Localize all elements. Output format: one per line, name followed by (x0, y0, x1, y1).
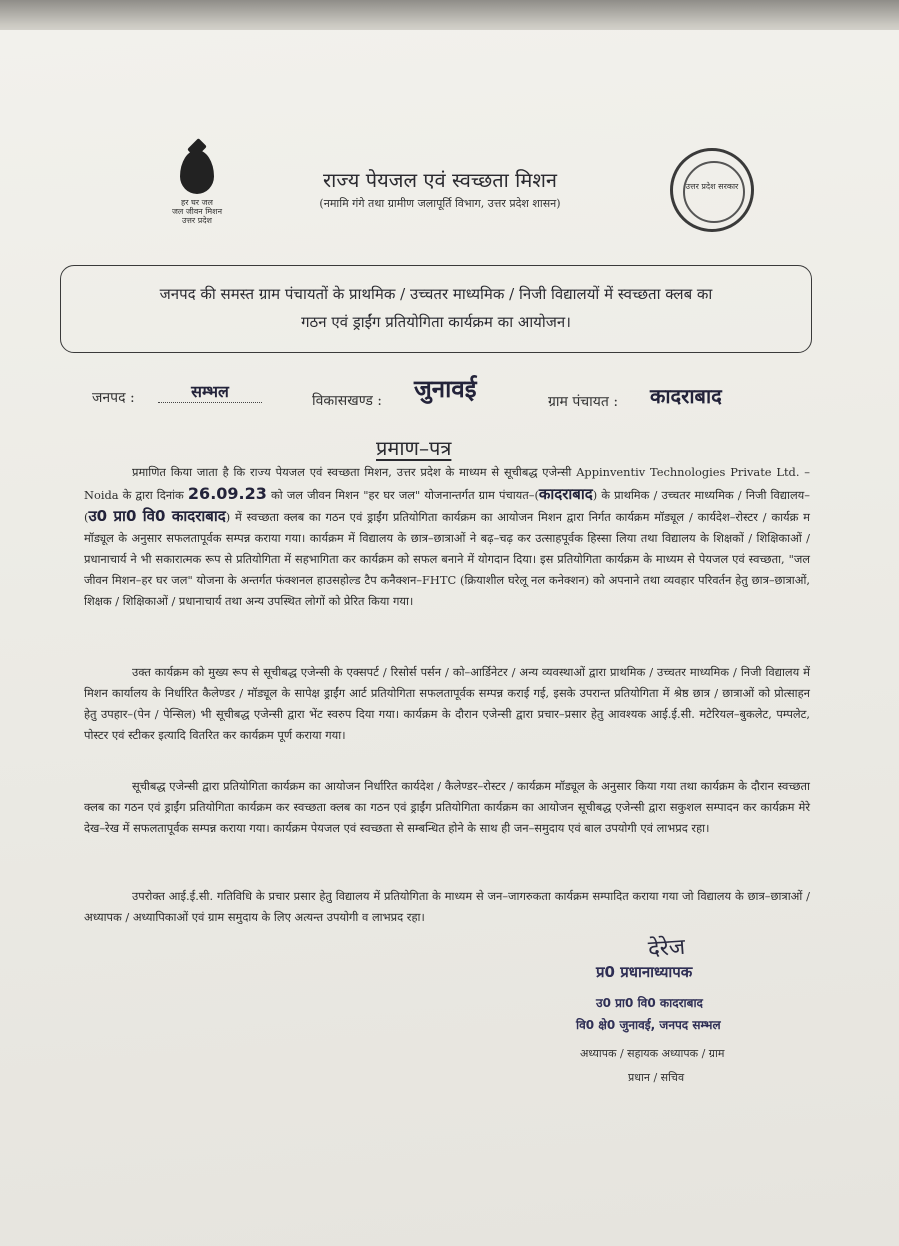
district-label: जनपद : (92, 390, 135, 406)
banner-line-2: गठन एवं ड्राईंग प्रतियोगिता कार्यक्रम का आयोजन। (301, 313, 571, 331)
subject-banner (60, 265, 812, 353)
water-drop-icon (180, 150, 214, 194)
para1-intro: प्रमाणित किया जाता है कि राज्य पेयजल एवं स्वच्छता मिशन, उत्तर प्रदेश के माध्यम से सूचीबद्ध एजेन्सी Appinventiv Technologies Private Ltd. – Noida के द्वारा दिनांक (84, 465, 810, 502)
stamp-school: उ0 प्रा0 वि0 कादराबाद (596, 996, 703, 1010)
certificate-paragraph-2: उक्त कार्यक्रम को मुख्य रूप से सूचीबद्ध एजेन्सी के एक्सपर्ट / रिसोर्स पर्सन / को–आर्डिनेटर / अन्य व्यवस्थाओं द्वारा प्राथमिक / उच्चतर माध्यमिक / निजी विद्यालय में मिशन कार्यालय के निर्धारित कैलेण्डर / मॉड्यूल के सापेक्ष ड्राईंग आर्ट प्रतियोगिता सफलतापूर्वक सम्पन्न कराई गई, इसके उपरान्त प्रतियोगिता में श्रेष्ठ छात्र / छात्राओं को प्रोत्साहन हेतु उपहार–(पेन / पेन्सिल) भी सूचीबद्ध एजेन्सी द्वारा भेंट स्वरुप दिया गया। कार्यक्रम के दौरान एजेन्सी द्वारा प्रचार–प्रसार हेतु आवश्यक आई.ई.सी. मटेरियल–बुकलेट, पम्पलेट, पोस्टर एवं स्टीकर इत्यादि वितरित कर कार्यक्रम पूर्ण कराया गया। (84, 665, 810, 742)
panchayat-label: ग्राम पंचायत : (548, 394, 619, 410)
gram-panchayat-name: कादराबाद (538, 485, 593, 503)
program-date: 26.09.23 (187, 484, 267, 503)
panchayat-value: कादराबाद (650, 384, 722, 408)
seal-text: उत्तर प्रदेश सरकार (685, 182, 739, 191)
handwritten-signature: देरेज (647, 934, 686, 963)
certificate-paragraph-4: उपरोक्त आई.ई.सी. गतिविधि के प्रचार प्रसार हेतु विद्यालय में प्रतियोगिता के माध्यम से जन–जागरुकता कार्यक्रम सम्पादित कराया गया जो विद्यालय के छात्र–छात्राओं / अध्यापक / अध्यापिकाओं एवं ग्राम समुदाय के लिए अत्यन्त उपयोगी व लाभप्रद रहा। (84, 889, 810, 924)
signatory-designation: अध्यापक / सहायक अध्यापक / ग्राम (580, 1047, 725, 1060)
stamp-location: वि0 क्षे0 जुनावई, जनपद सम्भल (576, 1018, 721, 1032)
signatory-designation-2: प्रधान / सचिव (628, 1071, 685, 1084)
certificate-paragraph-1 (84, 462, 810, 612)
stamp-designation: प्र0 प्रधानाध्यापक (596, 963, 693, 981)
certificate-title: प्रमाण–पत्र (376, 436, 452, 460)
page-subtitle: (नमामि गंगे तथा ग्रामीण जलापूर्ति विभाग, उत्तर प्रदेश शासन) (319, 197, 561, 210)
para1-scheme: को जल जीवन मिशन "हर घर जल" योजनान्तर्गत ग्राम पंचायत–( (271, 488, 539, 502)
certificate-paragraph-3: सूचीबद्ध एजेन्सी द्वारा प्रतियोगिता कार्यक्रम का आयोजन निर्धारित कार्यदेश / कैलेण्डर–रोस्टर / कार्यक्रम मॉड्यूल के अनुसार किया गया तथा कार्यक्रम के दौरान स्वच्छता क्लब का गठन एवं ड्राईंग प्रतियोगिता कार्यक्रम कर स्वच्छता क्लब का गठन एवं ड्राईंग प्रतियोगिता कार्यक्रम का आयोजन सूचीबद्ध एजेन्सी द्वारा सकुशल सम्पादन कर कार्यक्रम मेरे देख–रेख में सफलतापूर्वक सम्पन्न कराया गया। कार्यक्रम पेयजल एवं स्वच्छता से सम्बन्धित होने के साथ ही जन–समुदाय एवं बाल उपयोगी एवं लाभप्रद रहा। (84, 779, 810, 835)
banner-line-1: जनपद की समस्त ग्राम पंचायतों के प्राथमिक / उच्चतर माध्यमिक / निजी विद्यालयों में स्वच्छता क्लब का (159, 285, 713, 303)
para1-body: ) में स्वच्छता क्लब का गठन एवं ड्राईंग प्रतियोगिता कार्यक्रम का आयोजन मिशन द्वारा निर्गत कार्यक्रम मॉड्यूल / कार्यदेश–रोस्टर / कार्यक्र म मॉड्यूल के अनुसार सफलतापूर्वक सम्पन्न कराया गया। कार्यक्रम में विद्यालय के छात्र–छात्राओं ने बढ़–चढ़ कर उत्साहपूर्वक हिस्सा लिया तथा विद्यालय के शिक्षकों / शिक्षिकाओं / प्रधानाचार्य ने भी सकारात्मक रूप से प्रतियोगिता में सहभागिता कर कार्यक्रम को सफल बनाने में योगदान दिया। इस प्रतियोगिता कार्यक्रम के माध्यम से पेयजल एवं स्वच्छता, "जल जीवन मिशन–हर घर जल" योजना के अन्तर्गत फंक्शनल हाउसहोल्ड टैप कनैक्शन–FHTC (क्रियाशील घरेलू नल कनेक्शन) को अपनाने तथा व्यवहार परिवर्तन हेतु छात्र–छात्राओं, शिक्षक / शिक्षिकाओं / प्रधानाचार्य तथा अन्य उपस्थित लोगों को प्रेरित किया गया। (84, 510, 810, 608)
logo-caption: हर घर जल जल जीवन मिशन उत्तर प्रदेश (171, 198, 223, 225)
school-name: उ0 प्रा0 वि0 कादराबाद (88, 507, 226, 525)
district-value: सम्भल (158, 380, 262, 403)
up-government-seal-icon (670, 148, 754, 232)
block-label: विकासखण्ड : (312, 393, 383, 409)
block-value: जुनावई (414, 375, 477, 403)
document-page (0, 30, 899, 1246)
para1-school-intro: ) के प्राथमिक / उच्चतर माध्यमिक / निजी विद्यालय–( (84, 488, 810, 524)
page-title: राज्य पेयजल एवं स्वच्छता मिशन (322, 168, 558, 192)
har-ghar-jal-logo (162, 150, 232, 225)
